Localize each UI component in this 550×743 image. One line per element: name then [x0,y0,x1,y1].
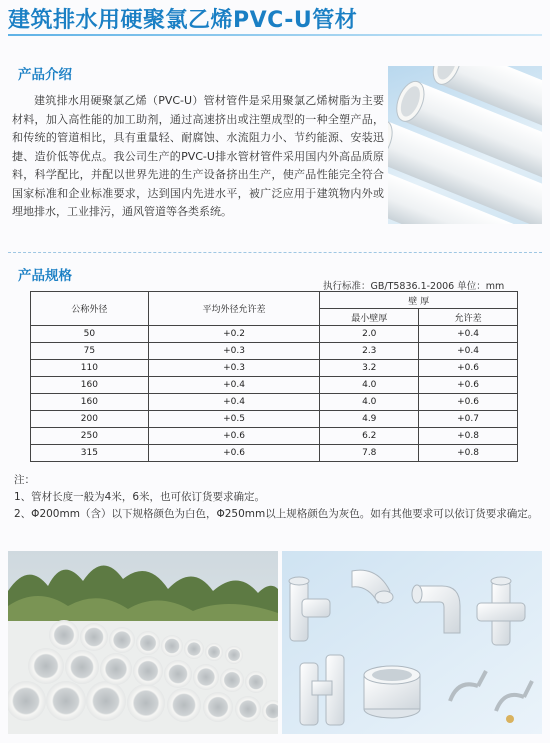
cell-min-wall: 6.2 [320,428,419,445]
note-item: 2、Φ200mm（含）以下规格颜色为白色，Φ250mm以上规格颜色为灰色。如有其他要求可以依订货要求确定。 [14,508,539,520]
col-header-nominal-od: 公称外径 [31,292,149,326]
section-divider [8,252,542,253]
cell-min-wall: 4.9 [320,411,419,428]
white-pipes-photo [388,66,542,224]
table-row [31,394,518,411]
cell-wall-tolerance: +0.4 [419,343,518,360]
table-row [31,411,518,428]
cell-wall-tolerance: +0.4 [419,326,518,343]
table-row [31,360,518,377]
title-underline [8,34,542,36]
table-row [31,445,518,462]
specs-heading: 产品规格 [18,268,72,284]
cell-avg-od-tolerance: +0.6 [148,445,320,462]
notes [14,472,542,523]
cell-min-wall: 7.8 [320,445,419,462]
intro-paragraph: 建筑排水用硬聚氯乙烯（PVC-U）管材管件是采用聚氯乙烯树脂为主要材料，加入高性能的加工助剂，通过高速挤出或注塑成型的一种全塑产品，和传统的管道相比，具有重量轻、耐腐蚀、水流阻力小、节约能源、安装迅捷、造价低等优点。我公司生产的PVC-U排水管材管件采用国内外高品质原料，科学配比，并配以世界先进的生产设备挤出生产，使产品性能完全符合国家标准和企业标准要求，达到国内先进水平，被广泛应用于建筑物内外或埋地排水，工业排污，通风管道等各类系统。 [12,94,384,218]
stacked-pipes-illustration [8,551,278,734]
cell-min-wall: 4.0 [320,377,419,394]
cell-wall-tolerance: +0.6 [419,377,518,394]
note-item: 1、管材长度一般为4米，6米，也可依订货要求确定。 [14,491,266,503]
fittings-illustration [282,551,542,734]
cell-nominal-od: 160 [31,394,149,411]
notes-label: 注： [14,474,35,486]
page-title: 建筑排水用硬聚氯乙烯PVC-U管材 [8,8,358,33]
cell-nominal-od: 160 [31,377,149,394]
white-pipes-illustration [388,66,542,224]
cell-wall-tolerance: +0.6 [419,360,518,377]
fittings-photo [282,551,542,734]
cell-min-wall: 2.3 [320,343,419,360]
coupling-fitting [364,666,420,718]
cell-min-wall: 3.2 [320,360,419,377]
stacked-pipes-photo [8,551,278,734]
cell-nominal-od: 50 [31,326,149,343]
cell-avg-od-tolerance: +0.5 [148,411,320,428]
cell-avg-od-tolerance: +0.6 [148,428,320,445]
table-row [31,343,518,360]
cell-avg-od-tolerance: +0.3 [148,343,320,360]
cell-nominal-od: 110 [31,360,149,377]
cell-nominal-od: 200 [31,411,149,428]
cell-avg-od-tolerance: +0.3 [148,360,320,377]
spec-table [30,291,518,462]
col-header-min-wall: 最小壁厚 [320,309,419,326]
intro-heading: 产品介绍 [18,67,72,83]
cell-avg-od-tolerance: +0.4 [148,377,320,394]
cell-nominal-od: 315 [31,445,149,462]
col-header-wall-tolerance: 允许差 [419,309,518,326]
cell-min-wall: 2.0 [320,326,419,343]
cell-avg-od-tolerance: +0.2 [148,326,320,343]
table-row [31,428,518,445]
cell-avg-od-tolerance: +0.4 [148,394,320,411]
table-row [31,326,518,343]
table-row [31,377,518,394]
cell-wall-tolerance: +0.8 [419,445,518,462]
standard-note: 执行标准：GB/T5836.1-2006 单位：mm [323,281,505,292]
col-header-avg-od-tolerance: 平均外径允许差 [148,292,320,326]
cell-wall-tolerance: +0.7 [419,411,518,428]
cell-wall-tolerance: +0.6 [419,394,518,411]
cell-min-wall: 4.0 [320,394,419,411]
cell-nominal-od: 75 [31,343,149,360]
cell-wall-tolerance: +0.8 [419,428,518,445]
cell-nominal-od: 250 [31,428,149,445]
col-header-wall: 壁 厚 [320,292,518,309]
